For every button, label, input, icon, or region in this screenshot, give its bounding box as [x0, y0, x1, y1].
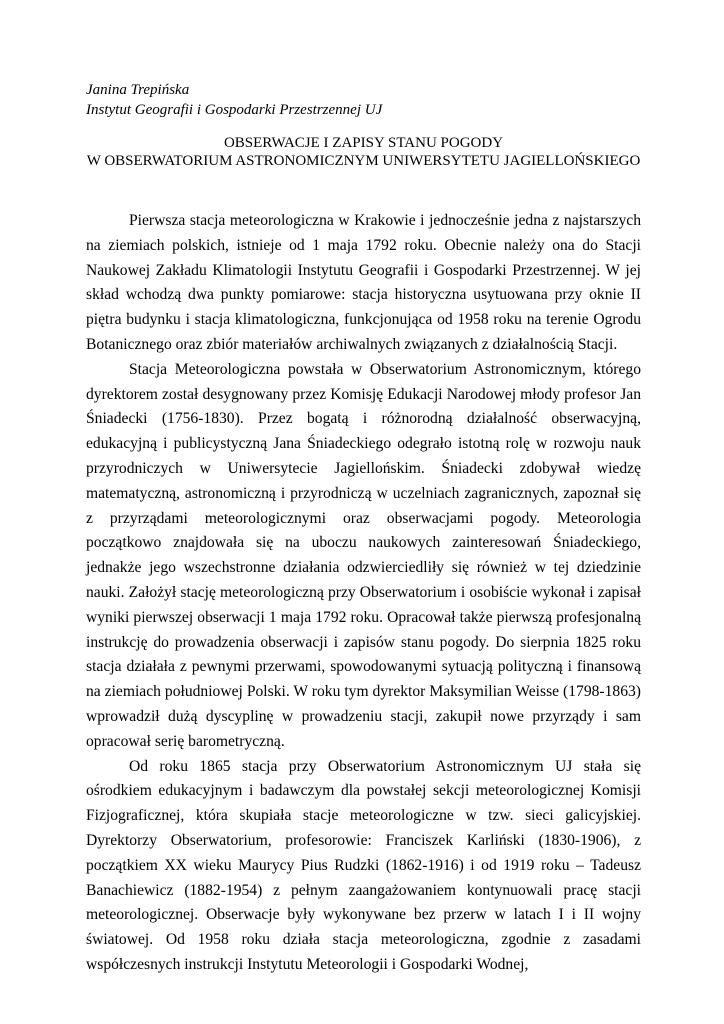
body-text — [86, 209, 641, 978]
document-page — [86, 80, 641, 978]
author-affiliation: Instytut Geografii i Gospodarki Przestrzennej UJ — [86, 102, 383, 118]
title-line-2: W OBSERWATORIUM ASTRONOMICZNYM UNIWERSYTETU JAGIELLOŃSKIEGO — [86, 153, 641, 169]
title-line-1: OBSERWACJE I ZAPISY STANU POGODY — [223, 135, 504, 151]
paragraph-3: Od roku 1865 stacja przy Obserwatorium Astronomicznym UJ stała się ośrodkiem edukacyjnym i badawczym dla powstałej sekcji meteorologicznej Komisji Fizjograficznej, która skupiała stacje meteorologiczne w tzw. sieci galicyjskiej. Dyrektorzy Obserwatorium, profesorowie: Franciszek Karliński (1830-1906), z początkiem XX wieku Maurycy Pius Rudzki (1862-1916) i od 1919 roku – Tadeusz Banachiewicz (1882-1954) z pełnym zaangażowaniem kontynuowali pracę stacji meteorologicznej. Obserwacje były wykonywane bez przerw w latach I i II wojny światowej. Od 1958 roku działa stacja meteorologiczna, zgodnie z zasadami współczesnych instrukcji Instytutu Meteorologii i Gospodarki Wodnej, — [86, 757, 641, 973]
paragraph-2: Stacja Meteorologiczna powstała w Obserwatorium Astronomicznym, którego dyrektorem został desygnowany przez Komisję Edukacji Narodowej młody profesor Jan Śniadecki (1756-1830). Przez bogatą i różnorodną działalność obserwacyjną, edukacyjną i publicystyczną Jana Śniadeckiego odegrało istotną rolę w rozwoju nauk przyrodniczych w Uniwersytecie Jagiellońskim. Śniadecki zdobywał wiedzę matematyczną, astronomiczną i przyrodniczą w uczelniach zagranicznych, zapoznał się z przyrządami meteorologicznymi oraz obserwacjami pogody. Meteorologia początkowo znajdowała się na uboczu naukowych zainteresowań Śniadeckiego, jednakże jego wszechstronne działania odzwierciedliły się również w tej dziedzinie nauki. Założył stację meteorologiczną przy Obserwatorium i osobiście wykonał i zapisał wyniki pierwszej obserwacji 1 maja 1792 roku. Opracował także pierwszą profesjonalną instrukcję do prowadzenia obserwacji i zapisów stanu pogody. Do sierpnia 1825 roku stacja działała z pewnymi przerwami, spowodowanymi sytuacją polityczną i finansową na ziemiach południowej Polski. W roku tym dyrektor Maksymilian Weisse (1798-1863) wprowadził dużą dyscyplinę w prowadzeniu stacji, zakupił nowe przyrządy i sam opracował serię barometryczną. — [86, 360, 641, 750]
author-block — [86, 80, 641, 120]
author-name: Janina Trepińska — [86, 82, 190, 98]
paragraph-1: Pierwsza stacja meteorologiczna w Krakowie i jednocześnie jedna z najstarszych na ziemiach polskich, istnieje od 1 maja 1792 roku. Obecnie należy ona do Stacji Naukowej Zakładu Klimatologii Instytutu Geografii i Gospodarki Przestrzennej. W jej skład wchodzą dwa punkty pomiarowe: stacja historyczna usytuowana przy oknie II piętra budynku i stacja klimatologiczna, funkcjonująca od 1958 roku na terenie Ogrodu Botanicznego oraz zbiór materiałów archiwalnych związanych z działalnością Stacji. — [86, 212, 641, 353]
document-title — [86, 134, 641, 170]
